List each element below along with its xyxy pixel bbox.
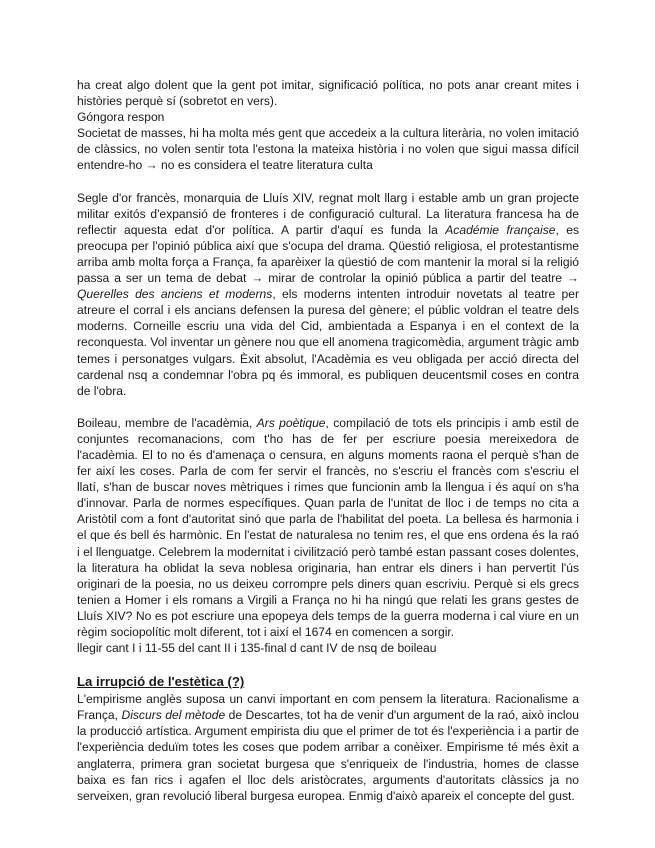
paragraph-reading-note: llegir cant I i 11-55 del cant II i 135-final d cant IV de nsq de boileau <box>77 641 437 656</box>
text-run: L'empirisme anglès suposa un canvi important en com pensem la literatura. Racionalisme a França, <box>77 692 579 723</box>
text-run: Segle d'or francès, monarquia de Lluís XIV, regnat molt llarg i estable amb un gran projecte militar exitós d'expansió de fronteres i de configuració cultural. La literatura francesa ha de reflectir aquesta edat d'or política. A partir d'aquí es funda la <box>77 190 579 237</box>
paragraph-intro: ha creat algo dolent que la gent pot imitar, significació política, no pots anar creant mites i històries perquè sí (sobretot en vers). <box>77 78 579 109</box>
italic-title-academie: Académie française <box>445 222 556 237</box>
paragraph-spacer <box>77 656 579 673</box>
paragraph-segle-or <box>77 190 579 399</box>
paragraph-spacer <box>77 174 579 190</box>
italic-title-discurs: Discurs del mètode <box>121 708 226 723</box>
text-run: de Descartes, tot ha de venir d'un argument de la raó, això inclou la producció artística. Argument empirista diu que el primer de tot és l'experiència i a partir de l'experiència deduïm totes les coses que podem arribar a conèixer. Empirisme té més èxit a anglaterra, primera gran societat burgesa que s'enriqueix de l'industria, homes de classe baixa es fan rics i agafen el lloc dels aristòcrates, arguments d'autoritats clàssics ja no serveixen, gran revolució liberal burgesa europea. Enmig d'això apareix el concepte del gust. <box>77 708 580 803</box>
italic-title-ars-poetique: Ars poètique <box>256 415 326 430</box>
paragraph-boileau <box>77 415 579 640</box>
text-run: , es preocupa per l'opinió pública així que s'ocupa del drama. Qüestió religiosa, el protestantisme arriba amb molta força a França, fa aparèixer la qüestió de com mantenir la moral si la religió passa a ser un tema de debat → mirar de controlar la opinió pública a partir del teatre → <box>77 222 579 286</box>
paragraph-spacer <box>77 399 579 415</box>
section-heading: La irrupció de l'estètica (?) <box>77 674 245 690</box>
paragraph-empirisme <box>77 691 579 804</box>
text-run: , els moderns intenten introduir novetats al teatre per atreure el corral i els ancians defensen la puresa del gènere; el públic voldran el teatre dels moderns. Corneille escriu una vida del Cid, ambientada a Espanya i en el context de la reconquesta. Vol inventar un gènere nou que ell anomena tragicomèdia, argument tràgic amb temes i personatges vulgars. Èxit absolut, l'Acadèmia es veu obligada per acció directa del cardenal nsq a condemnar l'obra pq és immoral, es publiquen deucentsmil coses en contra de l'obra. <box>77 287 579 398</box>
paragraph-gongora: Góngora respon <box>77 110 165 125</box>
paragraph-societat: Societat de masses, hi ha molta més gent que accedeix a la cultura literària, no volen imitació de clàssics, no volen sentir tota l'estona la mateixa història i no volen que sigui massa difícil entendre-ho → no es considera el teatre literatura culta <box>77 126 579 173</box>
italic-title-querelles: Querelles des anciens et moderns <box>77 287 273 302</box>
document-page <box>77 77 579 804</box>
text-run: Boileau, membre de l'acadèmia, <box>77 415 257 430</box>
text-run: , compilació de tots els principis i amb estil de conjuntes recomanacions, com t'ho has de fer per escriure poesia mereixedora de l'acadèmia. El to no és d'amenaça o censura, en alguns moments raona el perquè s'han de fer així les coses. Parla de com fer servir el francès, no s'escriu el francès com s'escriu el llatí, s'han de buscar noves mètriques i rimes que funcionin amb la llengua i és aquí on s'ha d'innovar. Parla de normes específiques. Quan parla de l'unitat de lloc i de temps no cita a Aristòtil com a font d'autoritat sinó que parla de l'habilitat del poeta. La bellesa és harmonia i el que és bell és harmònic. En l'estat de naturalesa no tenim res, el que ens ordena és la raó i el llenguatge. Celebrem la modernitat i civilització però també estan passant coses dolentes, la literatura ha oblidat la seva noblesa originaria, han entrar els diners i han pervertit l'ús originari de la poesia, no us deixeu corrompre pels diners quan escriviu. Perquè si els grecs tenien a Homer i els romans a Virgili a França no hi ha ningú que relati les grans gestes de Lluís XIV? No es pot escriure una epopeya dels temps de la guerra moderna i cal viure en un règim sociopolític molt diferent, tot i així el 1674 en comencen a sorgir. <box>77 415 580 639</box>
